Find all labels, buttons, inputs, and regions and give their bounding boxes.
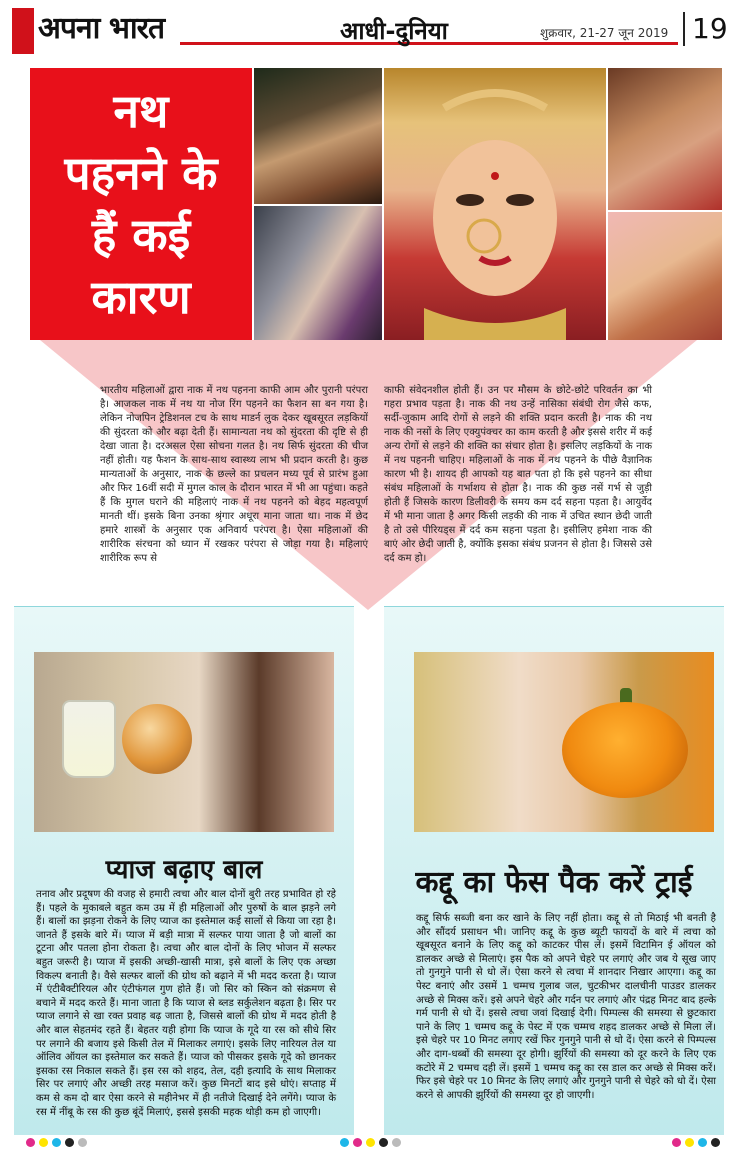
intro-column-right: काफी संवेदनशील होती हैं। उन पर मौसम के छोटे-छोटे परिवर्तन का भी गहरा प्रभाव पड़ता है। नाक की नथ उन्हें नासिका संबंधी रोग जैसे कफ, सर्दी-जुकाम आदि रोगों से लड़ने की शक्ति प्रदान करती है। नाक की नथ नाक की नसों के लिए एक्युपंक्चर का काम करती है और इससे शरीर में कई अन्य रोगों से लड़ने की शक्ति का संचार होता है। इसलिए लड़कियों के नाक में नथ पहननी चाहिए। महिलाओं के नाक में नथ पहनने के पीछे वैज्ञानिक कारण भी है। शायद ही आपको यह बात पता हो कि इसे पहनने का सीधा संबंध महिलाओं के गर्भाशय से होता है। नाक की कुछ नसें गर्भ से जुड़ी होती हैं जिसके कारण डिलीवरी के समय कम दर्द सहना पड़ता है। आयुर्वेद में भी माना जाता है अगर किसी लड़की की नाक में उचित स्थान छेदी जाती है तो उसे पीरियड्स में दर्द कम सहना पड़ता है। इसीलिए हमेशा नाक की बाएं ओर छेदी जाती है, क्योंकि इसका संबंध प्रजनन से होता है। जिससे उसे दर्द कम हो। <box>384 385 652 564</box>
yellow-dot <box>366 1138 375 1147</box>
bride-photo-main <box>384 68 606 340</box>
section-title: आधी-दुनिया <box>340 17 448 45</box>
registration-marks-left <box>26 1138 87 1148</box>
masthead-red-block <box>12 8 34 54</box>
onion-image <box>122 704 192 774</box>
main-title-line: पहनने के <box>64 146 218 200</box>
cyan-dot <box>340 1138 349 1147</box>
pumpkin-article-heading: कद्दू का फेस पैक करें ट्राई <box>415 865 693 900</box>
pumpkin-image <box>562 702 688 798</box>
registration-marks-right <box>672 1138 720 1148</box>
cyan-dot <box>698 1138 707 1147</box>
black-dot <box>379 1138 388 1147</box>
bride-photo-5 <box>608 212 722 340</box>
nose-ring-photo-2 <box>254 206 382 340</box>
page-number: 19 <box>692 12 728 45</box>
yellow-dot <box>685 1138 694 1147</box>
magenta-dot <box>26 1138 35 1147</box>
header-divider <box>683 12 685 46</box>
black-dot <box>711 1138 720 1147</box>
main-title-line: कारण <box>91 270 191 324</box>
magenta-dot <box>672 1138 681 1147</box>
main-title-line: हैं कई <box>91 208 191 262</box>
onion-article-heading: प्याज बढ़ाए बाल <box>105 855 263 885</box>
registration-marks-center <box>340 1138 401 1148</box>
bride-photo-1 <box>254 68 382 204</box>
main-title-line: नथ <box>113 84 169 138</box>
pumpkin-article-body: कद्दू सिर्फ सब्जी बना कर खाने के लिए नहीं होता। कद्दू से तो मिठाई भी बनती है और सौंदर्य प्रसाधन भी। जानिए कद्दू के कुछ ब्यूटी फायदों के बारे में त्वचा को खूबसूरत बनाने के लिए कद्दू को काटकर पीस लें। इसमें विटामिन ई ऑयल को डालकर अच्छे से मिलाएं। इस पैक को अपने चेहरे पर लगाएं और जब ये सूख जाए तो गुनगुने पानी से धो लें। ऐसा करने से त्वचा में शानदार निखार आएगा। कद्दू का पेस्ट बनाएं और उसमें 1 चम्मच गुलाब जल, चुटकीभर दालचीनी पाउडर डालकर अच्छे से मिक्स करें। इसे अपने चेहरे और गर्दन पर लगाएं और पंद्रह मिनट बाद हल्के गर्म पानी से धो दें। इससे त्वचा जवां दिखाई देगी। पिम्पल्स की समस्या से छुटकारा पाने के लिए 1 चम्मच कद्दू के पेस्ट में एक चम्मच शहद डालकर अच्छे से मिला लें। इसे चेहरे पर 10 मिनट लगाए रखें फिर गुनगुने पानी से धो दें। ऐसा करने से पिम्पल्स और दाग-धब्बों की समस्या दूर होगी। झुर्रियों की समस्या को दूर करने के लिए एक कटोरे में 2 चम्मच दही लें। इसमें 1 चम्मच कद्दू का रस डाल कर अच्छे से मिक्स करें। फिर इसे चेहरे पर 10 मिनट के लिए लगाएं और गुनगुने पानी से चेहरे को धो दें। ऐसा करने से आपकी झुर्रियों की समस्या दूर हो जाएगी। <box>416 913 716 1101</box>
main-title-block <box>30 68 252 340</box>
grey-dot <box>78 1138 87 1147</box>
nose-ring-photo-4 <box>608 68 722 210</box>
intro-column-left: भारतीय महिलाओं द्वारा नाक में नथ पहनना काफी आम और पुरानी परंपरा है। आजकल नाक में नथ या नोज रिंग पहनने का फैशन सा बन गया है। लेकिन नोजपिन ट्रेडिशनल टच के साथ माडर्न लुक देकर खूबसूरत लड़कियों की सुंदरता को और बढ़ा देती हैं। सामान्यता नथ को सुंदरता की दृष्टि से ही देखा जाता है। दरअसल ऐसा सोचना गलत है। नथ सिर्फ सुंदरता की चीज नहीं होती। यह फैशन के साथ-साथ स्वास्थ्य लाभ भी प्रदान करती है। कुछ मान्यताओं के अनुसार, नाक के छल्ले का प्रचलन मध्य पूर्व से प्रारंभ हुआ और फिर 16वीं सदी में मुगल काल के दौरान भारत में भी आ पहुंचा। कहते हैं कि मुगल घराने की महिलाएं नाक में नथ पहनने को बेहद महत्वपूर्ण मानती थीं। इसके बिना उनका श्रृंगार अधूरा माना जाता था। नाक में छेद हमारे शास्त्रों के अनुसार एक अनिवार्य परंपरा है। ऐसा महिलाओं की शारीरिक संरचना को ध्यान में रखकर परंपरा से जोड़ा गया है। महिलाएं शारीरिक रूप से <box>100 385 368 564</box>
grey-dot <box>392 1138 401 1147</box>
yellow-dot <box>39 1138 48 1147</box>
black-dot <box>65 1138 74 1147</box>
issue-date: शुक्रवार, 21-27 जून 2019 <box>540 26 669 40</box>
onion-juice-jar <box>62 700 116 778</box>
onion-article-body: तनाव और प्रदूषण की वजह से हमारी त्वचा और बाल दोनों बुरी तरह प्रभावित हो रहे हैं। पहले के मुकाबले बहुत कम उम्र में ही महिलाओं और पुरुषों के बाल झड़ने लगे हैं। बालों का झड़ना रोकने के लिए प्याज का इस्तेमाल कई सालों से किया जा रहा है। जानते हैं इसके बारे में। प्याज में बड़ी मात्रा में सल्फर पाया जाता है जो बालों का टूटना और पतला होना रोकता है। त्वचा और बाल दोनों के लिए भोजन में सल्फर बहुत जरूरी है। प्याज में इसकी अच्छी-खासी मात्रा, इसे बालों के लिए एक अच्छा विकल्प बनाती है। वैसे सल्फर बालों की ग्रोथ को बढ़ाने में भी मदद करता है। प्याज में एंटीबैक्टीरियल और एंटीफंगल गुण होते हैं। जो सिर को स्किन को संक्रमण से बचाने में मदद करते हैं। माना जाता है कि प्याज से ब्लड सर्कुलेशन बढ़ता है। सिर पर प्याज लगाने से खा रक्त प्रवाह बढ़ जाता है, जिससे बालों की ग्रोथ में मदद होती है और बाल सेहतमंद रहते हैं। बेहतर यही होगा कि प्याज के गूदे या रस को सीधे सिर पर लगाने की बजाय इसे किसी तेल में मिलाकर लगाएं। इसके लिए नारियल तेल या ऑलिव ऑयल का इस्तेमाल कर सकते हैं। प्याज को पीसकर इसके गूदे को छानकर इसका रस निकाल सकते हैं। इस रस को शहद, तेल, दही इत्यादि के साथ मिलाकर सिर पर लगाएं और अच्छी तरह मसाज करें। कुछ मिनटों बाद इसे धोएं। सप्ताह में कम से कम दो बार ऐसा करने से महीनेभर में ही नतीजे दिखाई देने लगेंगे। प्याज के रस में नींबू के रस की कुछ बूंदें मिलाएं, इससे इसकी महक थोड़ी कम हो जाएगी। <box>36 889 336 1118</box>
masthead: अपना भारत <box>38 11 165 46</box>
cyan-dot <box>52 1138 61 1147</box>
magenta-dot <box>353 1138 362 1147</box>
bride-illustration <box>384 68 606 340</box>
